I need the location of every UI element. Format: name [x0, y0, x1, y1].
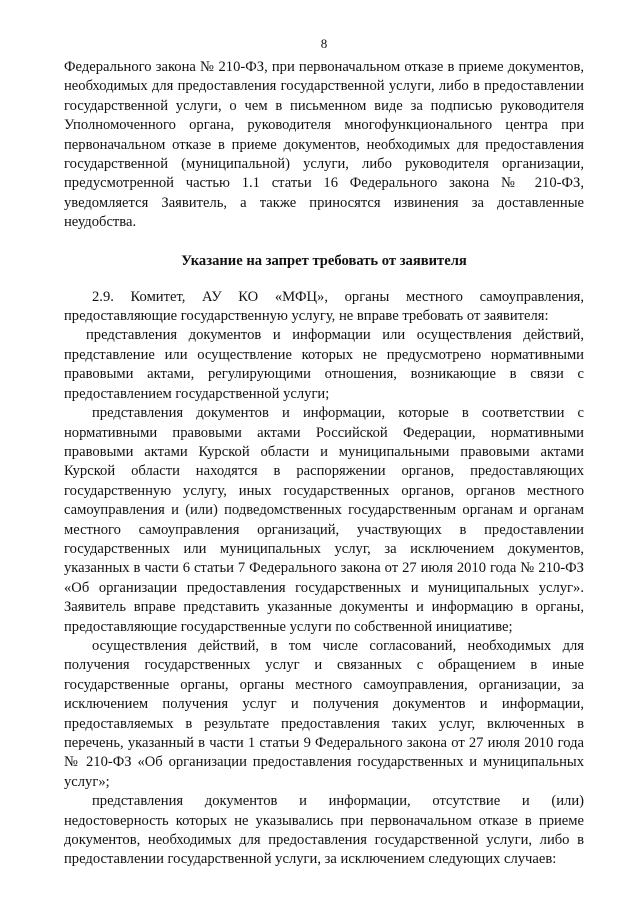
intro-paragraph: Федерального закона № 210-ФЗ, при первоначальном отказе в приеме документов, необходимых для предоставления государственной услуги, либо в предоставлении государственной услуги, о чем в письменном виде за подписью руководителя Уполномоченного органа, руководителя многофункционального центра при первоначальном отказе в приеме документов, необходимых для предоставления государственной (муниципальной) услуги, либо руководителя организации, предусмотренной частью 1.1 статьи 16 Федерального закона № 210-ФЗ, уведомляется Заявитель, а также приносятся извинения за доставленные неудобства.	[64, 59, 584, 231]
paragraph-item-2: представления документов и информации, которые в соответствии с нормативными правовыми актами Российской Федерации, нормативными правовыми актами Курской области и муниципальными правовыми актами Курской области находятся в распоряжении органов, предоставляющих государственную услугу, иных государственных органов, органов местного самоуправления и (или) подведомственных государственным органам и органам местного самоуправления организаций, участвующих в предоставлении государственных или муниципальных услуг, за исключением документов, указанных в части 6 статьи 7 Федерального закона от 27 июля 2010 года № 210-ФЗ «Об организации предоставления государственных и муниципальных услуг». Заявитель вправе представить указанные документы и информацию в органы, предоставляющие государственные услуги по собственной инициативе;	[64, 405, 584, 635]
page-number: 8	[320, 36, 328, 51]
section-heading: Указание на запрет требовать от заявителя	[181, 252, 467, 269]
paragraph-item-3: осуществления действий, в том числе согласований, необходимых для получения государственных услуг и связанных с обращением в иные государственные органы, органы местного самоуправления, организации, за исключением получения услуг и получения документов и информации, предоставляемых в результате предоставления таких услуг, включенных в перечень, указанный в части 1 статьи 9 Федерального закона от 27 июля 2010 года № 210-ФЗ «Об организации предоставления государственных и муниципальных услуг»;	[64, 637, 584, 790]
paragraph-2-9: 2.9. Комитет, АУ КО «МФЦ», органы местного самоуправления, предоставляющие государственную услугу, не вправе требовать от заявителя:	[64, 288, 584, 325]
paragraph-item-1: представления документов и информации или осуществления действий, представление или осуществление которых не предусмотрено нормативными правовыми актами, регулирующими отношения, возникающие в связи с предоставлением государственной услуги;	[64, 327, 584, 402]
paragraph-item-4: представления документов и информации, отсутствие и (или) недостоверность которых не указывались при первоначальном отказе в приеме документов, необходимых для предоставления государственной услуги, либо в предоставлении государственной услуги, за исключением следующих случаев:	[64, 793, 584, 868]
